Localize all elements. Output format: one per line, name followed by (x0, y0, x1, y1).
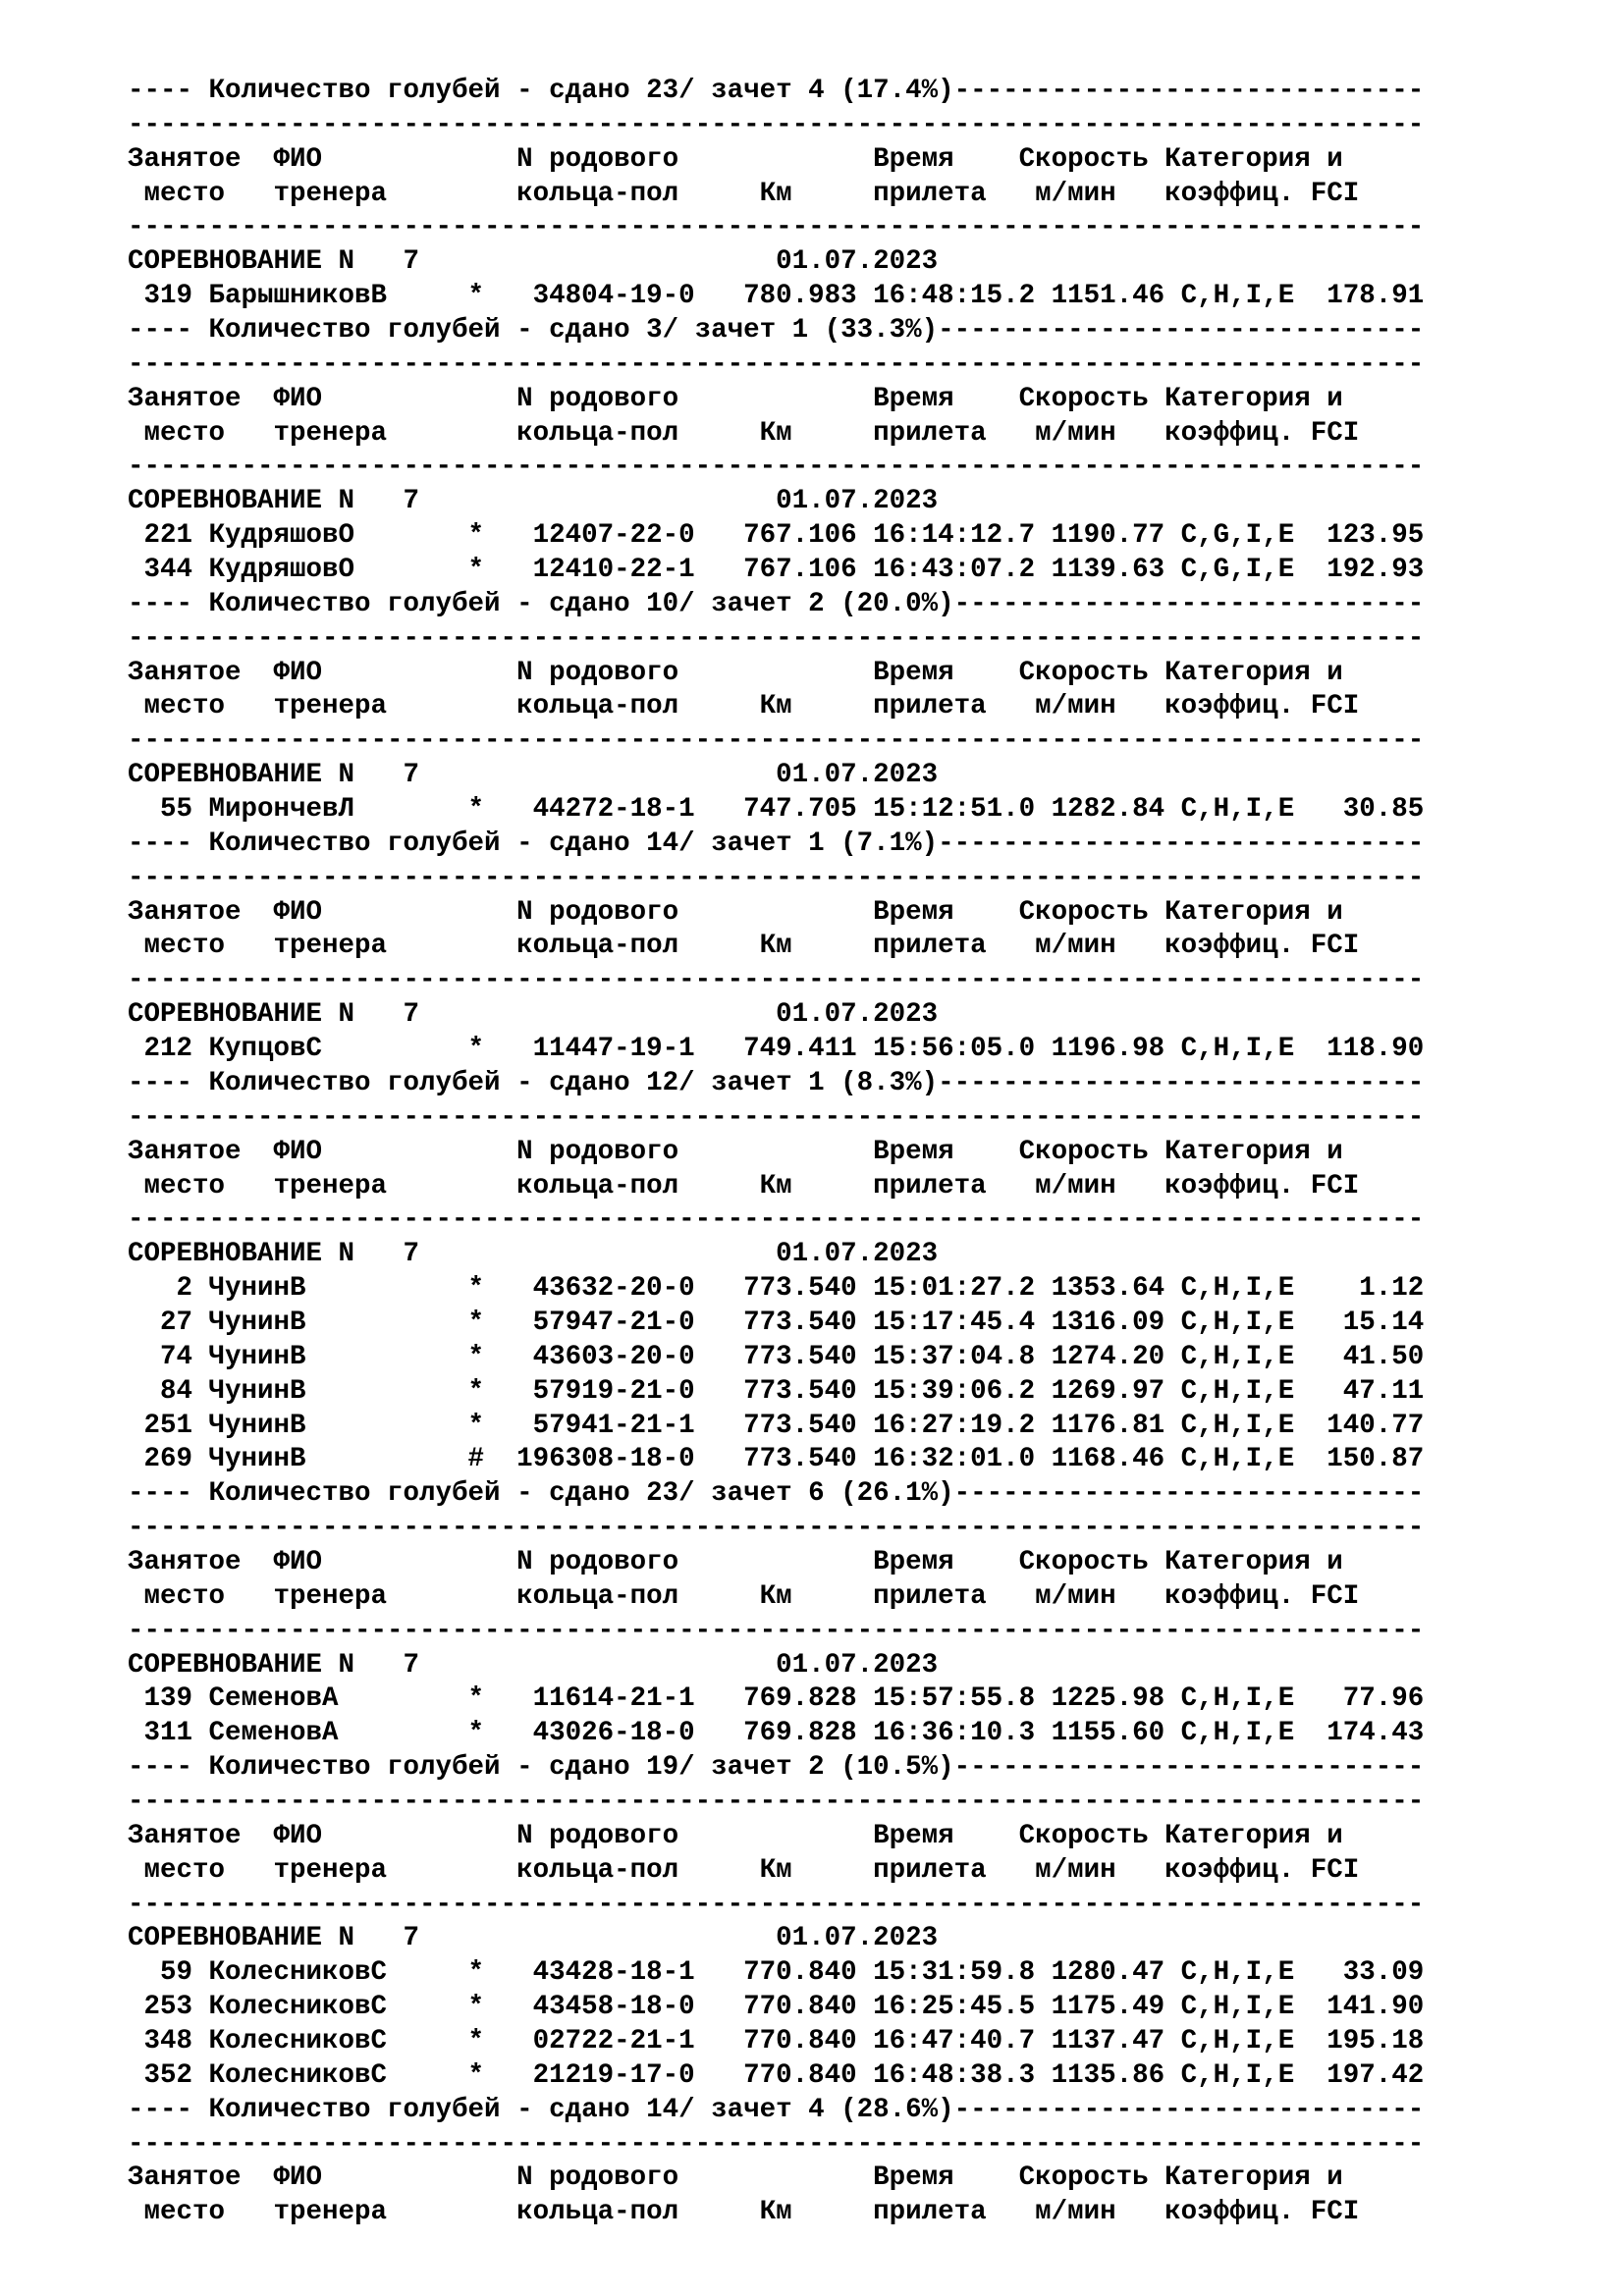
result-row: 55 МирончевЛ * 44272-18-1 747.705 15:12:51.0 1282.84 C,H,I,E 30.85 (128, 794, 1425, 826)
result-row: 221 КудряшовО * 12407-22-0 767.106 16:14:12.7 1190.77 C,G,I,E 123.95 (128, 520, 1425, 552)
competition-heading: СОРЕВНОВАНИЕ N 7 01.07.2023 (128, 760, 939, 791)
result-row: 139 СеменовА * 11614-21-1 769.828 15:57:55.8 1225.98 C,H,I,E 77.96 (128, 1683, 1425, 1715)
result-row: 59 КолесниковС * 43428-18-1 770.840 15:31:59.8 1280.47 C,H,I,E 33.09 (128, 1957, 1425, 1989)
result-row: 352 КолесниковС * 21219-17-0 770.840 16:48:38.3 1135.86 C,H,I,E 197.42 (128, 2059, 1425, 2091)
separator-line: -------------------------------------------------------------------------------- (128, 862, 1425, 893)
result-row: 84 ЧунинВ * 57919-21-0 773.540 15:39:06.2 1269.97 C,H,I,E 47.11 (128, 1375, 1425, 1407)
separator-line: -------------------------------------------------------------------------------- (128, 622, 1425, 654)
separator-line: -------------------------------------------------------------------------------- (128, 1786, 1425, 1817)
result-row: 344 КудряшовО * 12410-22-1 767.106 16:43:07.2 1139.63 C,G,I,E 192.93 (128, 555, 1425, 586)
competition-heading: СОРЕВНОВАНИЕ N 7 01.07.2023 (128, 246, 939, 278)
group-summary: ---- Количество голубей - сдано 19/ зачет 2 (10.5%)----------------------------- (128, 1752, 1425, 1784)
group-summary: ---- Количество голубей - сдано 14/ зачет 1 (7.1%)------------------------------ (128, 828, 1425, 859)
competition-heading: СОРЕВНОВАНИЕ N 7 01.07.2023 (128, 1649, 939, 1681)
column-header-row-2: место тренера кольца-пол Км прилета м/мин коэффиц. FCI (128, 1854, 1360, 1886)
column-header-row-2: место тренера кольца-пол Км прилета м/мин коэффиц. FCI (128, 691, 1360, 722)
column-header-row-2: место тренера кольца-пол Км прилета м/мин коэффиц. FCI (128, 178, 1360, 209)
column-header-row-1: Занятое ФИО N родового Время Скорость Категория и (128, 143, 1343, 175)
column-header-row-2: место тренера кольца-пол Км прилета м/мин коэффиц. FCI (128, 417, 1360, 449)
separator-line: -------------------------------------------------------------------------------- (128, 1204, 1425, 1236)
group-summary: ---- Количество голубей - сдано 12/ зачет 1 (8.3%)------------------------------ (128, 1067, 1425, 1098)
separator-line: -------------------------------------------------------------------------------- (128, 965, 1425, 996)
group-summary: ---- Количество голубей - сдано 23/ зачет 4 (17.4%)----------------------------- (128, 76, 1425, 106)
competition-heading: СОРЕВНОВАНИЕ N 7 01.07.2023 (128, 1923, 939, 1954)
column-header-row-1: Занятое ФИО N родового Время Скорость Категория и (128, 657, 1343, 688)
column-header-row-1: Занятое ФИО N родового Время Скорость Категория и (128, 896, 1343, 928)
result-row: 251 ЧунинВ * 57941-21-1 773.540 16:27:19.2 1176.81 C,H,I,E 140.77 (128, 1410, 1425, 1441)
column-header-row-2: место тренера кольца-пол Км прилета м/мин коэффиц. FCI (128, 2197, 1360, 2228)
competition-heading: СОРЕВНОВАНИЕ N 7 01.07.2023 (128, 486, 939, 517)
group-summary: ---- Количество голубей - сдано 3/ зачет 1 (33.3%)------------------------------ (128, 315, 1425, 347)
competition-heading: СОРЕВНОВАНИЕ N 7 01.07.2023 (128, 1239, 939, 1270)
separator-line: -------------------------------------------------------------------------------- (128, 109, 1425, 140)
separator-line: -------------------------------------------------------------------------------- (128, 1889, 1425, 1920)
result-row: 74 ЧунинВ * 43603-20-0 773.540 15:37:04.8 1274.20 C,H,I,E 41.50 (128, 1341, 1425, 1372)
result-row: 319 БарышниковВ * 34804-19-0 780.983 16:48:15.2 1151.46 C,H,I,E 178.91 (128, 281, 1425, 312)
group-summary: ---- Количество голубей - сдано 10/ зачет 2 (20.0%)----------------------------- (128, 588, 1425, 619)
separator-line: -------------------------------------------------------------------------------- (128, 348, 1425, 380)
separator-line: -------------------------------------------------------------------------------- (128, 2128, 1425, 2160)
result-row: 253 КолесниковС * 43458-18-0 770.840 16:25:45.5 1175.49 C,H,I,E 141.90 (128, 1992, 1425, 2023)
separator-line: -------------------------------------------------------------------------------- (128, 1101, 1425, 1133)
separator-line: -------------------------------------------------------------------------------- (128, 1513, 1425, 1544)
race-results-report (128, 75, 1600, 2230)
column-header-row-1: Занятое ФИО N родового Время Скорость Категория и (128, 1820, 1343, 1851)
column-header-row-2: место тренера кольца-пол Км прилета м/мин коэффиц. FCI (128, 1170, 1360, 1201)
column-header-row-1: Занятое ФИО N родового Время Скорость Категория и (128, 2163, 1343, 2194)
separator-line: -------------------------------------------------------------------------------- (128, 212, 1425, 243)
result-row: 212 КупцовС * 11447-19-1 749.411 15:56:05.0 1196.98 C,H,I,E 118.90 (128, 1034, 1425, 1065)
separator-line: -------------------------------------------------------------------------------- (128, 1615, 1425, 1646)
column-header-row-2: место тренера кольца-пол Км прилета м/мин коэффиц. FCI (128, 931, 1360, 962)
result-row: 311 СеменовА * 43026-18-0 769.828 16:36:10.3 1155.60 C,H,I,E 174.43 (128, 1718, 1425, 1749)
result-row: 269 ЧунинВ # 196308-18-0 773.540 16:32:01.0 1168.46 C,H,I,E 150.87 (128, 1444, 1425, 1475)
separator-line: -------------------------------------------------------------------------------- (128, 725, 1425, 757)
group-summary: ---- Количество голубей - сдано 23/ зачет 6 (26.1%)----------------------------- (128, 1478, 1425, 1510)
group-summary: ---- Количество голубей - сдано 14/ зачет 4 (28.6%)----------------------------- (128, 2094, 1425, 2125)
column-header-row-1: Занятое ФИО N родового Время Скорость Категория и (128, 1546, 1343, 1577)
result-row: 2 ЧунинВ * 43632-20-0 773.540 15:01:27.2 1353.64 C,H,I,E 1.12 (128, 1273, 1425, 1305)
separator-line: -------------------------------------------------------------------------------- (128, 452, 1425, 483)
competition-heading: СОРЕВНОВАНИЕ N 7 01.07.2023 (128, 999, 939, 1031)
column-header-row-1: Занятое ФИО N родового Время Скорость Категория и (128, 1136, 1343, 1167)
result-row: 348 КолесниковС * 02722-21-1 770.840 16:47:40.7 1137.47 C,H,I,E 195.18 (128, 2025, 1425, 2056)
column-header-row-2: место тренера кольца-пол Км прилета м/мин коэффиц. FCI (128, 1580, 1360, 1612)
column-header-row-1: Занятое ФИО N родового Время Скорость Категория и (128, 383, 1343, 414)
result-row: 27 ЧунинВ * 57947-21-0 773.540 15:17:45.4 1316.09 C,H,I,E 15.14 (128, 1307, 1425, 1338)
